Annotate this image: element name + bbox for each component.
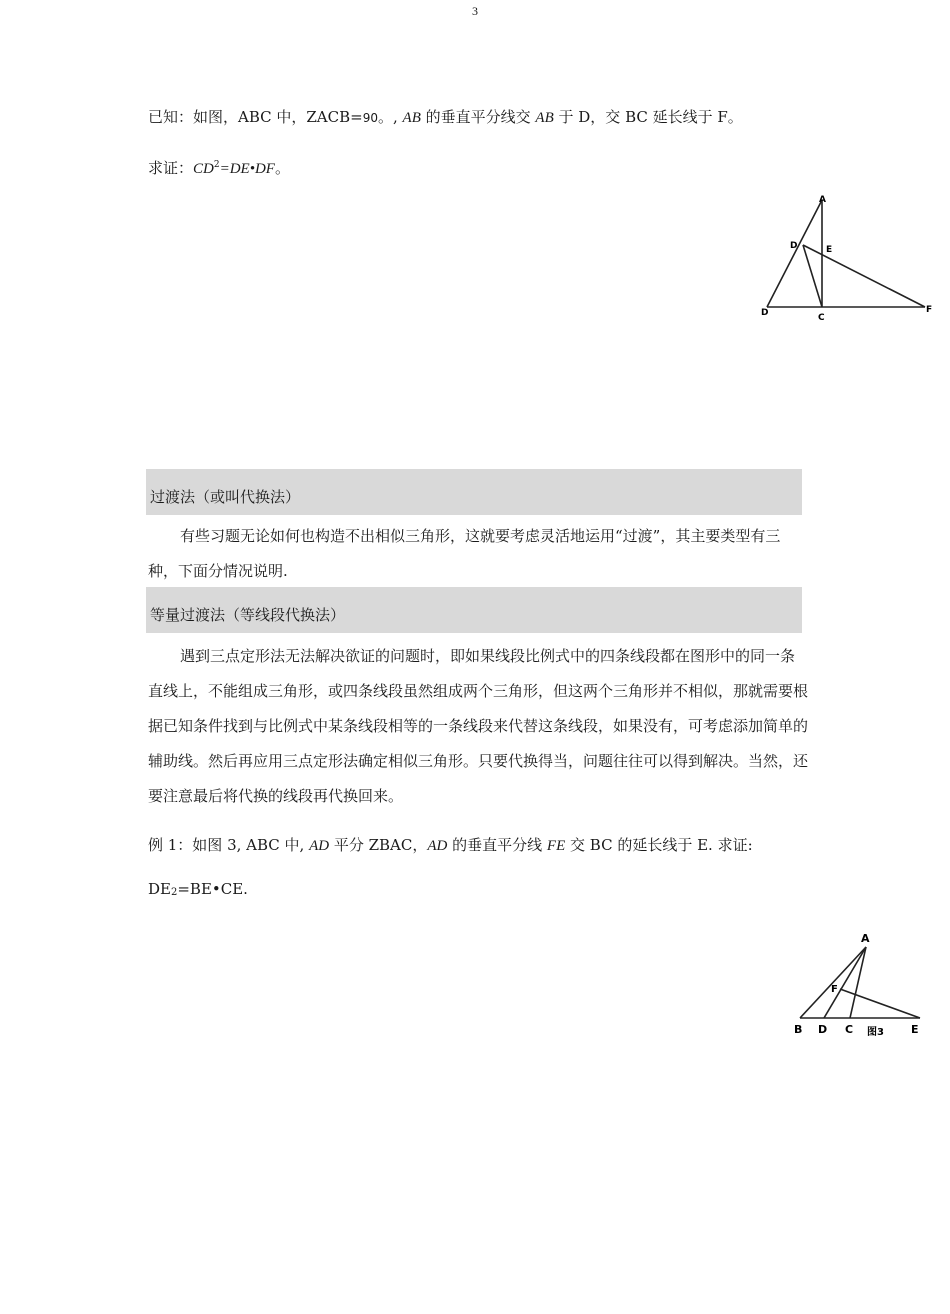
fig1-label-f: F	[926, 305, 933, 315]
fig3-label-c: C	[845, 1023, 854, 1036]
fig1-label-e: E	[826, 245, 833, 255]
figure-1-triangle	[755, 190, 945, 325]
fig3-label-f: F	[831, 984, 838, 995]
fig3-label-a: A	[861, 932, 870, 945]
fig3-label-b: B	[794, 1023, 803, 1036]
given-mid2: 的垂直平分线交	[420, 108, 536, 126]
fig3-label-d: D	[818, 1023, 828, 1036]
given-angle: 90	[362, 111, 378, 125]
segment-ab	[767, 200, 822, 307]
segment-ad	[824, 947, 866, 1018]
prove-exponent: 2	[213, 160, 220, 170]
example1-fe: FE	[546, 838, 566, 854]
given-tail: 于 D，交 BC 延长线于 F。	[553, 108, 743, 126]
figure-3-triangle	[780, 925, 930, 1045]
example1-ad-2: AD	[427, 838, 448, 854]
example1-mid2: 的垂直平分线	[447, 836, 547, 854]
prove-end: 。	[274, 159, 290, 177]
segment-ac	[850, 947, 866, 1018]
example1-conclusion	[148, 878, 248, 904]
section1-heading: 过渡法（或叫代换法）	[150, 488, 301, 506]
example1-tail: 交 BC 的延长线于 E. 求证:	[565, 836, 753, 854]
given-segment-ab-2: AB	[535, 110, 554, 126]
prove-rest: =DE•DF	[219, 161, 275, 177]
fig1-label-d: D	[790, 241, 798, 251]
section2-heading: 等量过渡法（等线段代换法）	[150, 606, 346, 624]
fig3-caption: 图3	[867, 1027, 884, 1038]
conclusion-de: DE	[148, 880, 171, 898]
fig1-label-c: C	[818, 313, 825, 323]
given-prefix: 已知：如图，ABC 中，ZACB=	[148, 108, 363, 126]
example1-statement	[148, 834, 753, 857]
example1-mid1: 平分 ZBAC，	[329, 836, 428, 854]
conclusion-subscript: 2	[170, 887, 178, 898]
section1-paragraph: 有些习题无论如何也构造不出相似三角形，这就要考虑灵活地运用“过渡”，其主要类型有三种，下面分情况说明.	[148, 527, 781, 580]
segment-fe	[840, 989, 920, 1018]
given-mid: 。,	[377, 108, 403, 126]
fig3-label-e: E	[911, 1023, 919, 1036]
given-statement	[148, 106, 743, 129]
fig1-label-b: D	[761, 308, 769, 318]
conclusion-rest: =BE•CE.	[177, 880, 248, 898]
segment-ab	[800, 947, 866, 1018]
section2-paragraph: 遇到三点定形法无法解决欲证的问题时，即如果线段比例式中的四条线段都在图形中的同一条直线上，不能组成三角形，或四条线段虽然组成两个三角形，但这两个三角形并不相似，那就需要根据已知条件找到与比例式中某条线段相等的一条线段来代替这条线段，如果没有，可考虑添加简单的辅助线。然后再应用三点定形法确定相似三角形。只要代换得当，问题往往可以得到解决。当然，还要注意最后将代换的线段再代换回来。	[148, 647, 809, 805]
given-segment-ab: AB	[402, 110, 421, 126]
prove-prefix: 求证：	[148, 159, 194, 177]
example1-ad: AD	[309, 838, 330, 854]
page-number: 3	[472, 4, 478, 18]
prove-statement	[148, 154, 290, 180]
fig1-label-a: A	[819, 195, 826, 205]
example1-prefix: 例 1：如图 3, ABC 中,	[148, 836, 310, 854]
prove-cd: CD	[193, 161, 214, 177]
segment-dc	[803, 245, 822, 307]
